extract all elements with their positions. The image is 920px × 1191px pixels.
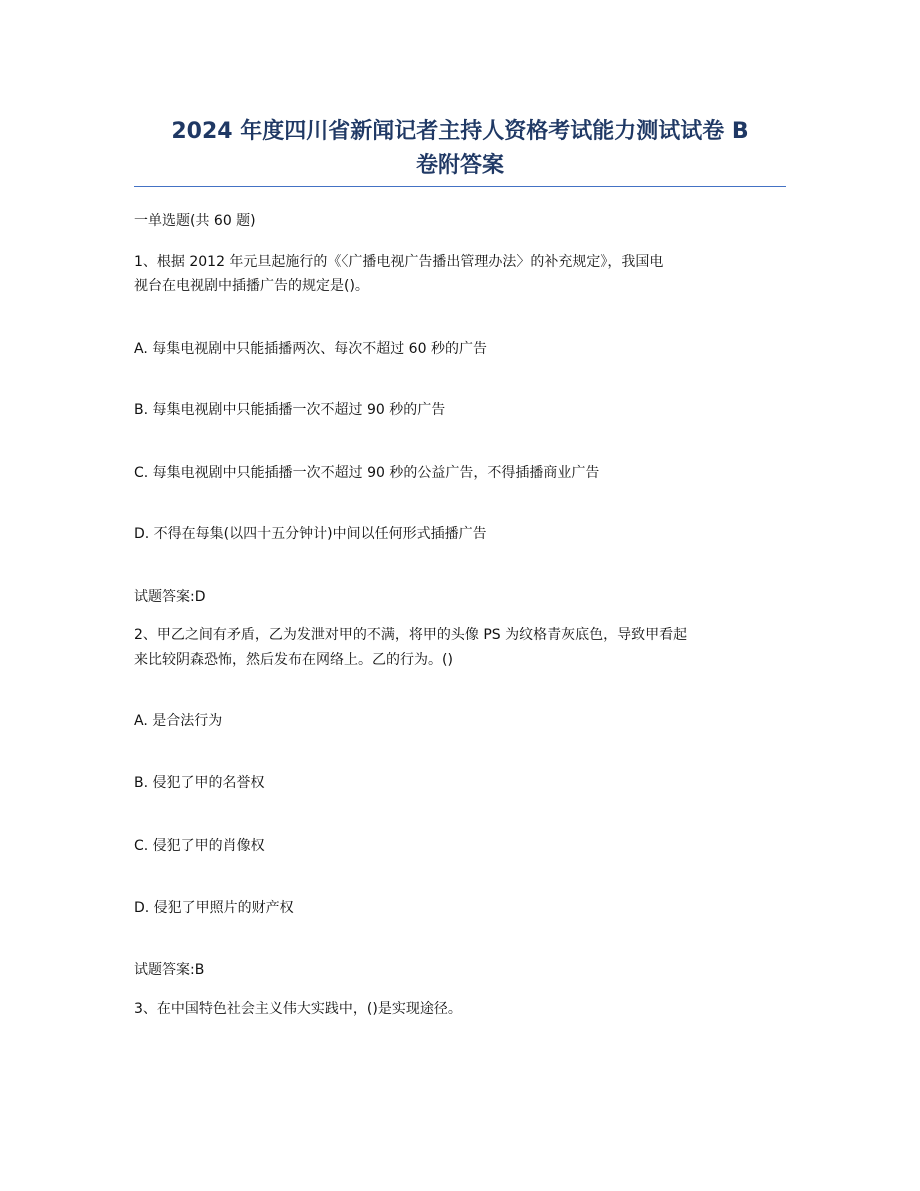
question-stem-line: 2、甲乙之间有矛盾，乙为发泄对甲的不满，将甲的头像 PS 为纹格青灰底色，导致甲看起 — [134, 627, 688, 643]
question-stem-line: 视台在电视剧中插播广告的规定是()。 — [134, 278, 369, 294]
question-stem-line: 3、在中国特色社会主义伟大实践中，()是实现途径。 — [134, 1001, 462, 1017]
option-d: D. 侵犯了甲照片的财产权 — [134, 900, 294, 916]
option-c: C. 每集电视剧中只能插播一次不超过 90 秒的公益广告，不得插播商业广告 — [134, 465, 600, 481]
option-a: A. 每集电视剧中只能插播两次、每次不超过 60 秒的广告 — [134, 341, 487, 357]
option-d: D. 不得在每集(以四十五分钟计)中间以任何形式插播广告 — [134, 526, 487, 542]
answer-text: 试题答案:B — [134, 962, 205, 978]
option-b: B. 侵犯了甲的名誉权 — [134, 775, 265, 791]
answer-text: 试题答案:D — [134, 589, 206, 605]
title-divider — [134, 186, 786, 187]
title-line-2: 卷附答案 — [415, 153, 504, 178]
question-stem-line: 来比较阴森恐怖，然后发布在网络上。乙的行为。() — [134, 652, 453, 668]
section-heading: 一单选题(共 60 题) — [134, 213, 256, 229]
option-a: A. 是合法行为 — [134, 713, 223, 729]
option-c: C. 侵犯了甲的肖像权 — [134, 838, 265, 854]
option-b: B. 每集电视剧中只能插播一次不超过 90 秒的广告 — [134, 402, 446, 418]
title-line-1: 2024 年度四川省新闻记者主持人资格考试能力测试试卷 B — [171, 119, 749, 144]
question-stem-line: 1、根据 2012 年元旦起施行的《〈广播电视广告播出管理办法〉的补充规定》，我国电 — [134, 254, 664, 270]
